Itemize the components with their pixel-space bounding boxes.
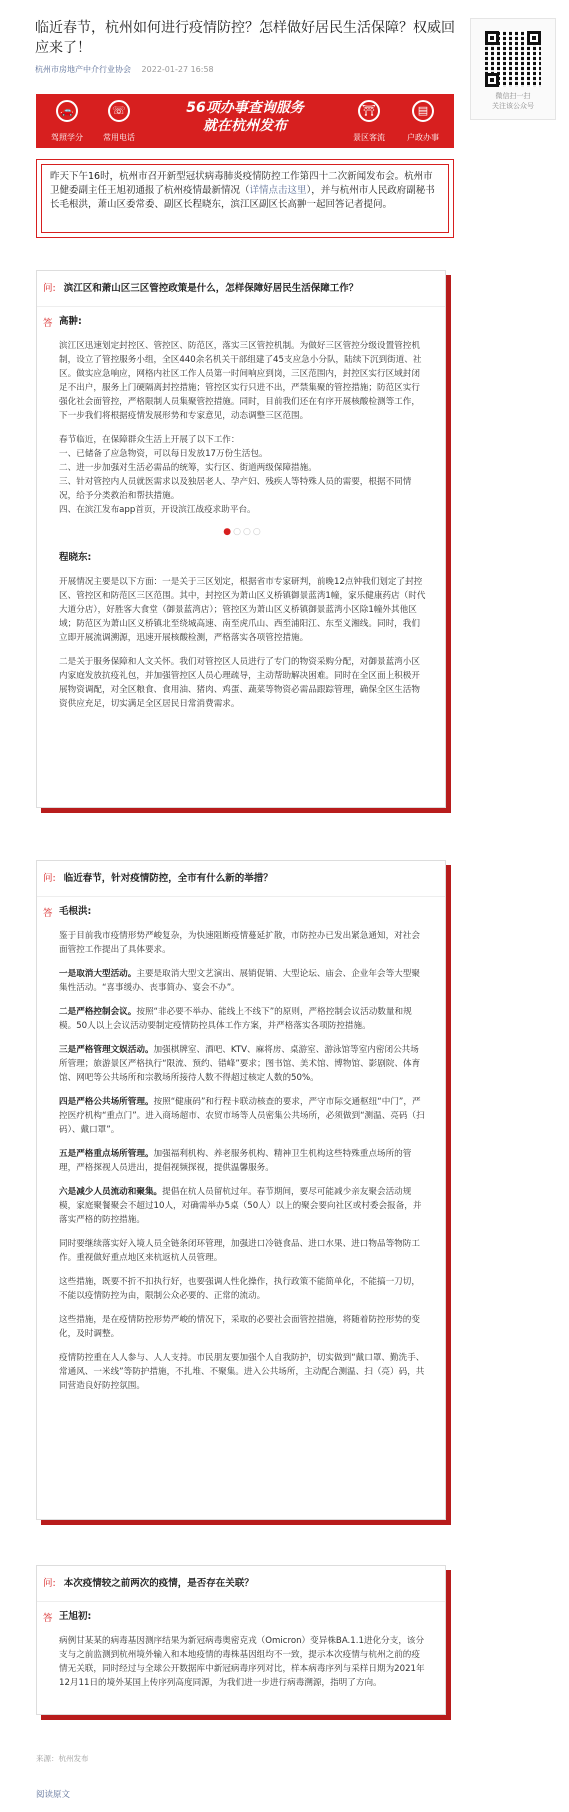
question-mark: 问:	[43, 1578, 56, 1589]
answer-paragraph: 三是严格管理文娱活动。加强棋牌室、酒吧、KTV、麻将房、桌游室、游泳馆等室内密闭公共场所管理；旅游景区严格执行“限流、预约、错峰”要求；图书馆、美术馆、博物馆、影剧院、体育馆、网吧等公共场所和宗教场所接待人数不得超过核定人数的50%。	[59, 1045, 421, 1083]
answer-paragraph: 病例甘某某的病毒基因测序结果为新冠病毒奥密克戎（Omicron）变异株BA.1.1进化分支，该分支与之前监测到杭州境外输入和本地疫情的毒株基因组均不一致，提示本次疫情与杭州之前的疫情无关联，同时经过与全球公开数据库中新冠病毒序列对比，样本病毒序列与采样日期为2021年12月11日的境外某国上传序列高度同源，为我们进一步进行病毒溯源，指明了方向。	[59, 1636, 425, 1688]
details-link[interactable]: 详情点击这里	[249, 185, 307, 196]
measure-heading: 六是减少人员流动和聚集。	[59, 1187, 163, 1197]
answer-mark: 答	[43, 318, 53, 329]
qr-caption-2: 关注该公众号	[492, 102, 534, 110]
intro-text-before: 昨天下午16时，杭州市召开新型冠状病毒肺炎疫情防控工作第四十二次新闻发布会。杭州市卫健委副主任王旭初通报了杭州疫情最新情况（	[50, 171, 433, 196]
banner-item-label: 常用电话	[103, 133, 135, 142]
speaker-name: 高翀:	[59, 316, 82, 327]
qr-code-panel	[470, 18, 556, 120]
qr-code-icon	[485, 31, 541, 87]
publish-date: 2022-01-27 16:58	[141, 65, 214, 74]
article-meta	[35, 64, 214, 75]
article-title: 临近春节，杭州如何进行疫情防控？怎样做好居民生活保障？权威回应来了！	[35, 20, 455, 56]
question-mark: 问:	[43, 873, 56, 884]
answer-paragraph: 一是取消大型活动。主要是取消大型文艺演出、展销促销、大型论坛、庙会、企业年会等大型聚集性活动。“喜事缓办、丧事简办、宴会不办”。	[59, 969, 420, 993]
phone-icon: ☏	[108, 100, 130, 122]
answer-paragraph: 四是严格公共场所管理。按照“健康码”和行程卡联动核查的要求，严守市际交通枢纽“中门”，严控医疗机构“重点门”。进入商场超市、农贸市场等人员密集公共场所，必须做到“测温、亮码（扫码）、戴口罩”。	[59, 1097, 425, 1135]
answer-paragraph: 六是减少人员流动和聚集。提倡在杭人员留杭过年。春节期间，要尽可能减少亲友聚会活动规模，家庭聚餐聚会不超过10人，对确需举办5桌（50人）以上的聚会要向社区或村委会报备，并落实严格的防控措施。	[59, 1187, 422, 1225]
answer-paragraph: 五是严格重点场所管理。加强福利机构、养老服务机构、精神卫生机构这些特殊重点场所的管理，严格探视人员进出，提倡视频探视，提供温馨服务。	[59, 1149, 412, 1173]
answer-paragraph: 二是关于服务保障和人文关怀。我们对管控区人员进行了专门的物资采购分配，对御景蓝湾小区内家庭发放抗疫礼包，并加强管控区人员心理疏导，主动帮助解决困难。同时在全区面上积极开展物资调配，对全区粮食、食用油、猪肉、鸡蛋、蔬菜等物资必需品跟踪管理，确保全区生活物资供应充足，切实满足全区居民日常消费需求。	[59, 657, 420, 709]
answer-mark: 答	[43, 1613, 53, 1624]
answer-paragraph: 春节临近，在保障群众生活上开展了以下工作： 一、已储备了应急物资，可以每日发放17万份生活包。 二、进一步加强对生活必需品的统筹，实行区、街道两级保障措施。 三、针对管控内人员就医需求以及独居老人、孕产妇、残疾人等特殊人员的需要，根据不同情况，给予分类救治和帮扶措施。 四、在滨江发布app首页，开设滨江战疫求助平台。	[59, 435, 412, 515]
qa-card-2	[36, 860, 446, 1520]
banner-item-scenic[interactable]	[344, 100, 394, 144]
banner-slogan-line1: 56项办事查询服务	[186, 100, 304, 116]
measure-heading: 三是严格管理文娱活动。	[59, 1045, 154, 1055]
carousel-dots[interactable]	[59, 527, 427, 537]
answer-paragraph: 这些措施，是在疫情防控形势严峻的情况下，采取的必要社会面管控措施，将随着防控形势的变化，及时调整。	[59, 1315, 420, 1339]
intro-text-after: ），并与杭州市人民政府副秘书长毛根洪，萧山区委常委、副区长程晓东，滨江区副区长高翀一起回答记者提问。	[50, 185, 435, 210]
carousel-dot[interactable]: ●	[223, 527, 234, 537]
answer-mark: 答	[43, 908, 53, 919]
source-note: 来源：杭州发布	[36, 1754, 89, 1763]
speaker-name: 程晓东:	[59, 552, 92, 563]
measure-heading: 二是严格控制会议。	[59, 1007, 137, 1017]
answer-paragraph: 同时要继续落实好入境人员全链条闭环管理，加强进口冷链食品、进口水果、进口物品等物防工作。重视做好重点地区来杭返杭人员管理。	[59, 1239, 420, 1263]
document-icon: ▤	[412, 100, 434, 122]
qa-card-1	[36, 270, 446, 808]
speaker-name: 毛根洪:	[59, 906, 92, 917]
banner-item-household[interactable]	[398, 100, 448, 144]
qr-caption-1: 微信扫一扫	[495, 92, 531, 100]
question-text: 滨江区和萧山区三区管控政策是什么，怎样保障好居民生活保障工作？	[63, 283, 359, 294]
banner-item-label: 户政办事	[407, 133, 439, 142]
carousel-dot[interactable]: ○	[252, 527, 263, 537]
answer-paragraph: 疫情防控重在人人参与、人人支持。市民朋友要加强个人自我防护，切实做到“戴口罩、勤洗手、常通风、一米线”等防护措施，不扎堆、不聚集。进入公共场所，主动配合测温、扫（亮）码，共同营造良好防控氛围。	[59, 1353, 425, 1391]
banner-item-label: 景区客流	[353, 133, 385, 142]
speaker-name: 王旭初:	[59, 1611, 92, 1622]
carousel-dot[interactable]: ○	[233, 527, 243, 537]
qa-card-3	[36, 1565, 446, 1715]
question-text: 临近春节，针对疫情防控，全市有什么新的举措？	[63, 873, 273, 884]
temple-icon: ⛩	[358, 100, 380, 122]
answer-paragraph: 这些措施，既要不折不扣执行好，也要强调人性化操作，执行政策不能简单化，不能搞一刀切，不能以疫情防控为由，限制公众必要的、正常的流动。	[59, 1277, 420, 1301]
answer-paragraph: 开展情况主要是以下方面：一是关于三区划定，根据省市专家研判，前晚12点钟我们划定了封控区、管控区和防范区三区范围。其中，封控区为萧山区义桥镇御景蓝湾1幢，家乐健康药店（时代大道分店），好胜客大食堂（御景蓝湾店）；管控区为萧山区义桥镇御景蓝湾小区除1幢外其他区域；防范区为萧山区义桥镇北至绕城高速、南至虎爪山、西至浦阳江、东至义湘线。同时，我们立即开展流调溯源，迅速开展核酸检测，严格落实各项管控措施。	[59, 577, 426, 643]
question-text: 本次疫情较之前两次的疫情，是否存在关联？	[63, 1578, 254, 1589]
question-row	[37, 1566, 445, 1602]
intro-text	[41, 164, 449, 233]
author-link[interactable]: 杭州市房地产中介行业协会	[35, 65, 131, 74]
question-row	[37, 271, 445, 307]
banner-item-label: 驾照学分	[51, 133, 83, 142]
measure-heading: 一是取消大型活动。	[59, 969, 137, 979]
measure-heading: 四是严格公共场所管理。	[59, 1097, 154, 1107]
banner-item-license[interactable]	[42, 100, 92, 144]
answer-body	[37, 1602, 445, 1710]
banner-slogan-line2: 就在杭州发布	[203, 118, 287, 134]
answer-body	[37, 897, 445, 1413]
carousel-dot[interactable]: ○	[243, 527, 253, 537]
banner-item-phone[interactable]	[94, 100, 144, 144]
answer-paragraph: 滨江区迅速划定封控区、管控区、防范区，落实三区管控机制。为做好三区管控分级设置管控机制，设立了管控服务小组，全区440余名机关干部组建了45支应急小分队，陆续下沉到街道、社区。做实应急响应，网格内社区工作人员第一时间响应到岗，三区范围内，封控区实行区域封闭足不出户，服务上门硬隔离封控措施；管控区实行只进不出，严禁集聚的管控措施；防范区实行强化社会面管控，严格限制人员集聚管控措施。同时，目前我们还在有序开展核酸检测等工作，下一步我们将根据疫情发展形势和专家意见，动态调整三区范围。	[59, 341, 422, 421]
answer-paragraph: 二是严格控制会议。按照“非必要不举办、能线上不线下”的原则，严格控制会议活动数量和规模。50人以上会议活动要制定疫情防控具体工作方案，并严格落实各项防控措施。	[59, 1007, 412, 1031]
answer-body	[37, 307, 445, 731]
service-banner[interactable]	[36, 94, 454, 148]
intro-box	[36, 159, 454, 238]
answer-paragraph: 鉴于目前我市疫情形势严峻复杂，为快速阻断疫情蔓延扩散，市防控办已发出紧急通知，对社会面管控工作提出了具体要求。	[59, 931, 420, 955]
banner-slogan	[156, 99, 334, 135]
question-mark: 问:	[43, 283, 56, 294]
measure-heading: 五是严格重点场所管理。	[59, 1149, 154, 1159]
car-icon: 🚗	[56, 100, 78, 122]
read-original-link[interactable]: 阅读原文	[36, 1790, 71, 1800]
question-row	[37, 861, 445, 897]
